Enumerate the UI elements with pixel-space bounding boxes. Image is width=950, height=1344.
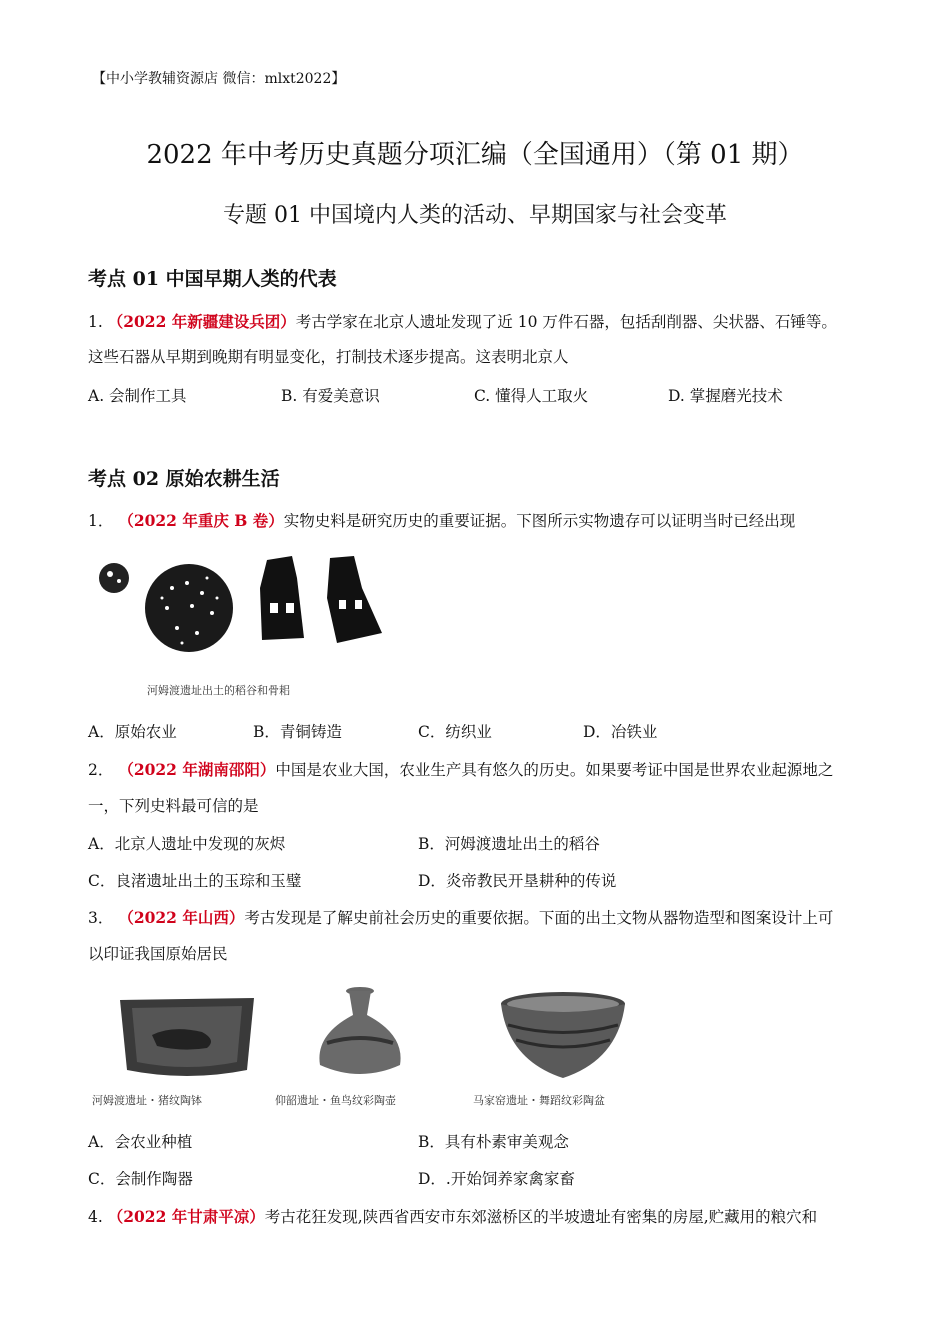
question-text <box>88 758 833 780</box>
question-text <box>88 906 833 928</box>
question-number: 3． <box>88 909 114 927</box>
question-number: 1． <box>88 512 114 530</box>
question-text <box>88 509 795 531</box>
dancing-pattern-basin-image <box>473 990 628 1110</box>
page-subtitle: 专题 01 中国境内人类的活动、早期国家与社会变革 <box>223 203 727 228</box>
option-d: D．炎帝教民开垦耕种的传说 <box>418 872 617 890</box>
section-heading-1: 考点 01 中国早期人类的代表 <box>88 268 337 290</box>
option-a: A．北京人遗址中发现的灰烬 <box>88 835 286 853</box>
question-text <box>88 1205 817 1227</box>
option-c: C．良渚遗址出土的玉琮和玉璧 <box>88 872 302 890</box>
option-a: A．原始农业 <box>88 723 177 741</box>
question-number: 4. <box>88 1208 103 1226</box>
page-title: 2022 年中考历史真题分项汇编（全国通用）（第 01 期） <box>146 140 804 170</box>
question-stem: 考古发现是了解史前社会历史的重要依据。下面的出土文物从器物造型和图案设计上可 <box>244 909 834 927</box>
image-caption: 仰韶遗址・鱼鸟纹彩陶壶 <box>275 1094 396 1107</box>
question-text <box>88 310 837 332</box>
option-c: C．会制作陶器 <box>88 1170 193 1188</box>
option-b: B．河姆渡遗址出土的稻谷 <box>418 835 600 853</box>
fish-bird-vase-image <box>275 985 415 1110</box>
option-d: D．冶铁业 <box>583 723 658 741</box>
question-source: （2022 年山西） <box>118 908 245 927</box>
option-b: B. 有爱美意识 <box>281 387 380 405</box>
question-stem: 考古花狂发现,陕西省西安市东郊滋桥区的半坡遗址有密集的房屋,贮藏用的粮穴和 <box>264 1208 818 1226</box>
rice-and-bone-spade-image <box>92 548 392 698</box>
question-source: （2022 年甘肃平凉） <box>107 1207 265 1226</box>
question-source: （2022 年新疆建设兵团） <box>107 312 296 331</box>
question-stem-cont: 这些石器从早期到晚期有明显变化，打制技术逐步提高。这表明北京人 <box>88 348 569 366</box>
question-stem: 考古学家在北京人遗址发现了近 10 万件石器，包括刮削器、尖状器、石锤等。 <box>295 313 837 331</box>
question-stem: 实物史料是研究历史的重要证据。下图所示实物遗存可以证明当时已经出现 <box>283 512 796 530</box>
option-a: A．会农业种植 <box>88 1133 193 1151</box>
option-c: C．纺织业 <box>418 723 492 741</box>
option-c: C. 懂得人工取火 <box>474 387 589 405</box>
question-number: 1. <box>88 313 103 331</box>
option-d: D．.开始饲养家禽家畜 <box>418 1170 575 1188</box>
option-a: A. 会制作工具 <box>88 387 187 405</box>
question-stem: 中国是农业大国，农业生产具有悠久的历史。如果要考证中国是世界农业起源地之 <box>275 761 834 779</box>
question-source: （2022 年湖南邵阳） <box>118 760 276 779</box>
option-b: B．青铜铸造 <box>253 723 342 741</box>
section-heading-2: 考点 02 原始农耕生活 <box>88 468 280 490</box>
header-note: 【中小学教辅资源店 微信：mlxt2022】 <box>92 71 346 87</box>
option-d: D. 掌握磨光技术 <box>668 387 783 405</box>
option-b: B．具有朴素审美观念 <box>418 1133 569 1151</box>
image-caption: 马家窑遗址・舞蹈纹彩陶盆 <box>473 1094 605 1107</box>
image-caption: 河姆渡遗址・猪纹陶钵 <box>92 1094 202 1107</box>
question-stem-cont: 一，下列史料最可信的是 <box>88 797 259 815</box>
pig-pattern-bowl-image <box>92 990 262 1110</box>
image-caption: 河姆渡遗址出土的稻谷和骨耜 <box>147 684 290 697</box>
question-source: （2022 年重庆 B 卷） <box>118 511 284 530</box>
question-number: 2． <box>88 761 114 779</box>
question-stem-cont: 以印证我国原始居民 <box>88 945 228 963</box>
